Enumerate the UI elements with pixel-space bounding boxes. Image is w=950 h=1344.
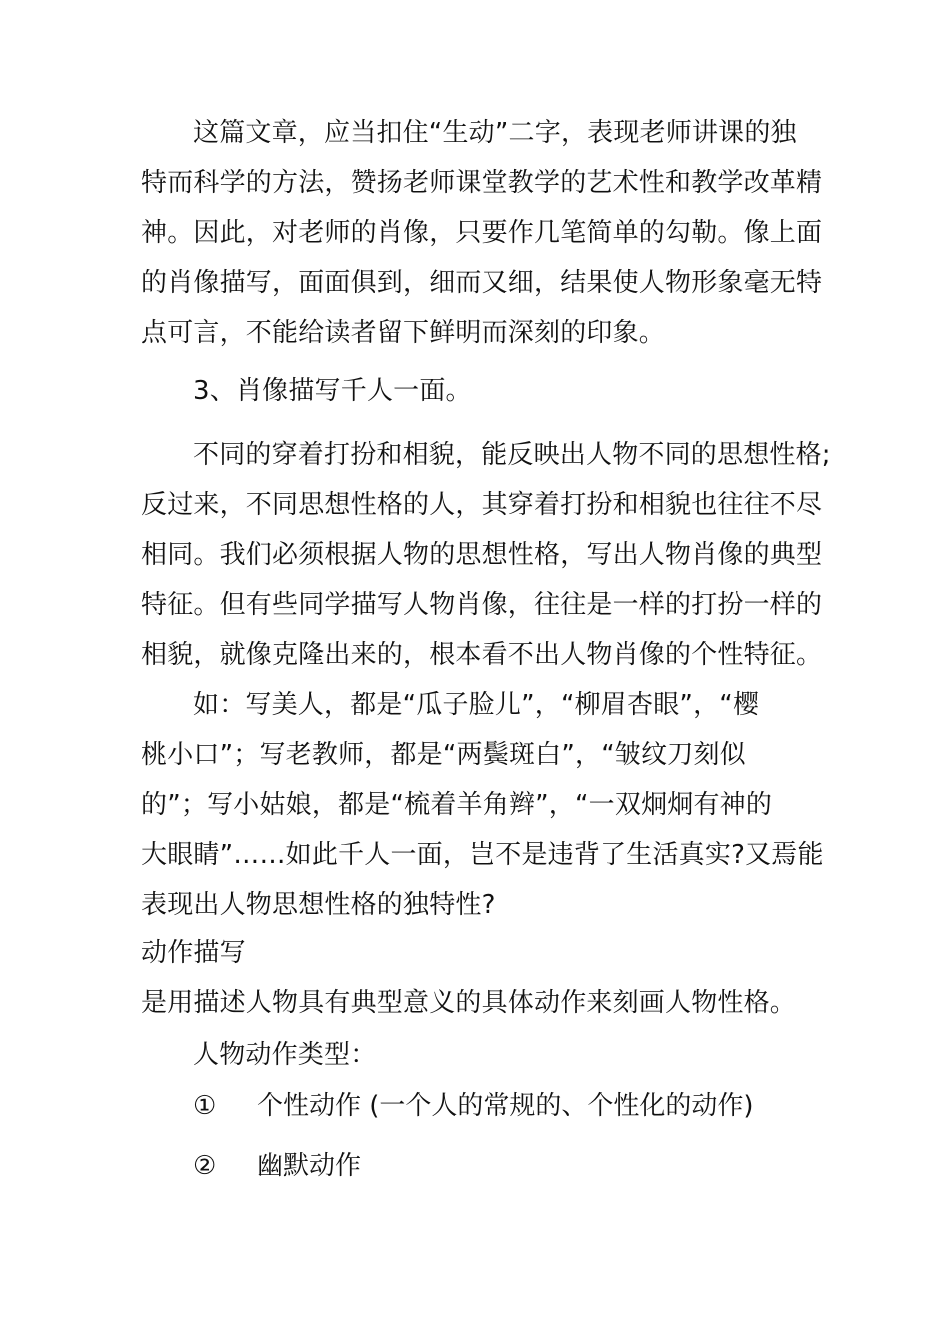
paragraph-line: 反过来，不同思想性格的人，其穿着打扮和相貌也往往不尽 (141, 490, 823, 520)
paragraph-line: 神。因此，对老师的肖像，只要作几笔简单的勾勒。像上面 (141, 218, 823, 248)
paragraph-line: 特征。但有些同学描写人物肖像，往往是一样的打扮一样的 (141, 590, 823, 620)
paragraph-line: 不同的穿着打扮和相貌，能反映出人物不同的思想性格; (193, 440, 831, 470)
paragraph-line: 的肖像描写，面面俱到，细而又细，结果使人物形象毫无特 (141, 268, 823, 298)
paragraph-line: 相貌，就像克隆出来的，根本看不出人物肖像的个性特征。 (141, 640, 823, 670)
paragraph-line: 如：写美人，都是“瓜子脸儿”，“柳眉杏眼”，“樱 (193, 690, 760, 720)
definition-text: 是用描述人物具有典型意义的具体动作来刻画人物性格。 (141, 988, 797, 1018)
list-marker: ② (193, 1151, 217, 1181)
section-title: 动作描写 (141, 938, 246, 968)
paragraph-line: 桃小口”；写老教师，都是“两鬓斑白”，“皱纹刀刻似 (141, 740, 746, 770)
paragraph-line: 表现出人物思想性格的独特性? (141, 890, 496, 920)
paragraph-line: 点可言，不能给读者留下鲜明而深刻的印象。 (141, 318, 666, 348)
paragraph-line: 的”；写小姑娘，都是“梳着羊角辫”，“一双炯炯有神的 (141, 790, 773, 820)
types-label: 人物动作类型： (193, 1040, 377, 1070)
list-item: 幽默动作 (257, 1151, 362, 1181)
list-item: 个性动作 (一个人的常规的、个性化的动作) (257, 1091, 754, 1121)
subheading: 3、肖像描写千人一面。 (193, 376, 472, 406)
paragraph-line: 这篇文章，应当扣住“生动”二字，表现老师讲课的独 (193, 118, 797, 148)
paragraph-line: 大眼睛”……如此千人一面，岂不是违背了生活真实?又焉能 (141, 840, 824, 870)
list-marker: ① (193, 1091, 217, 1121)
paragraph-line: 特而科学的方法，赞扬老师课堂教学的艺术性和教学改革精 (141, 168, 823, 198)
paragraph-line: 相同。我们必须根据人物的思想性格，写出人物肖像的典型 (141, 540, 823, 570)
